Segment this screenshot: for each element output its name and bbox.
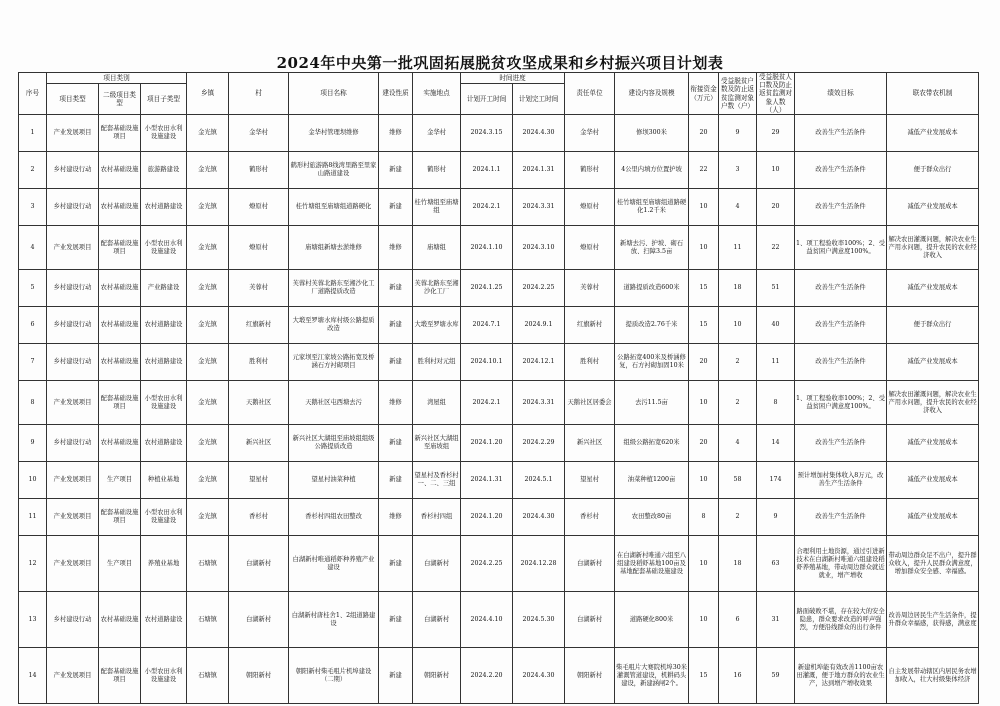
cell-type: 乡村建设行动 <box>47 344 99 381</box>
cell-nature: 维修 <box>379 226 413 270</box>
cell-village: 燎原村 <box>229 226 289 270</box>
cell-location: 胜利村对元组 <box>413 344 461 381</box>
cell-unit: 白湖新村 <box>565 536 615 592</box>
cell-type: 乡村建设行动 <box>47 189 99 226</box>
cell-people: 40 <box>757 307 795 344</box>
header-content: 建设内容及规模 <box>615 73 689 115</box>
header-name: 项目名称 <box>289 73 379 115</box>
cell-funds: 15 <box>689 270 719 307</box>
cell-sub2: 农村基础设施 <box>99 152 141 189</box>
cell-town: 金光镇 <box>187 307 229 344</box>
table-row <box>19 307 979 344</box>
cell-unit: 白湖新村 <box>565 592 615 648</box>
cell-people: 63 <box>757 536 795 592</box>
cell-goal: 改善生产生活条件 <box>795 189 887 226</box>
cell-unit: 望星村 <box>565 462 615 499</box>
cell-type: 产业发展项目 <box>47 536 99 592</box>
cell-mechanism: 自主发展带动辖区内居民务农增加收入，壮大村级集体经济 <box>887 648 979 704</box>
cell-location: 新兴社区大湖组至庙坡组 <box>413 425 461 462</box>
cell-location: 白湖新村 <box>413 592 461 648</box>
cell-end: 2024.4.30 <box>513 648 565 704</box>
cell-nature: 新建 <box>379 536 413 592</box>
cell-funds: 20 <box>689 344 719 381</box>
cell-mechanism: 减低产业发展成本 <box>887 270 979 307</box>
header-people: 受益脱贫人口数及防止返贫监测对象人数（人） <box>757 73 795 115</box>
cell-funds: 8 <box>689 499 719 536</box>
cell-location: 庙塘组 <box>413 226 461 270</box>
cell-seq: 1 <box>19 115 47 152</box>
table-row <box>19 462 979 499</box>
header-goal: 绩效目标 <box>795 73 887 115</box>
cell-name: 朝阳新村柴毛咀片机埠建设（二期） <box>289 648 379 704</box>
header-schedule: 时间进度 <box>461 73 565 84</box>
cell-mechanism: 解决农田灌溉问题，解决农业生产用水问题，提升农民的农业经济收入 <box>887 381 979 425</box>
cell-type: 乡村建设行动 <box>47 307 99 344</box>
cell-end: 2024.12.28 <box>513 536 565 592</box>
cell-village: 胜利村 <box>229 344 289 381</box>
cell-end: 2024.5.30 <box>513 592 565 648</box>
cell-start: 2024.1.25 <box>461 270 513 307</box>
header-sub2: 二级项目类型 <box>99 83 141 114</box>
cell-sub2: 农村基础设施 <box>99 307 141 344</box>
cell-people: 20 <box>757 189 795 226</box>
cell-start: 2024.10.1 <box>461 344 513 381</box>
cell-sub2: 农村基础设施 <box>99 344 141 381</box>
cell-seq: 9 <box>19 425 47 462</box>
cell-location: 芙蓉北路东至湘沙化工厂 <box>413 270 461 307</box>
cell-funds: 10 <box>689 536 719 592</box>
cell-seq: 6 <box>19 307 47 344</box>
cell-seq: 4 <box>19 226 47 270</box>
cell-start: 2024.1.31 <box>461 462 513 499</box>
header-nature: 建设性质 <box>379 73 413 115</box>
cell-seq: 7 <box>19 344 47 381</box>
header-unit: 责任单位 <box>565 73 615 115</box>
cell-subtype: 小型农田水利设施建设 <box>141 115 187 152</box>
cell-type: 乡村建设行动 <box>47 152 99 189</box>
cell-funds: 10 <box>689 226 719 270</box>
cell-subtype: 小型农田水利设施建设 <box>141 226 187 270</box>
table-row <box>19 344 979 381</box>
cell-mechanism: 减低产业发展成本 <box>887 189 979 226</box>
cell-sub2: 农村基础设施 <box>99 592 141 648</box>
cell-town: 金光镇 <box>187 344 229 381</box>
cell-start: 2024.2.20 <box>461 648 513 704</box>
cell-name: 金华村管理坝维修 <box>289 115 379 152</box>
cell-village: 红旗新村 <box>229 307 289 344</box>
header-start: 计划开工时间 <box>461 83 513 114</box>
cell-unit: 燎原村 <box>565 189 615 226</box>
cell-sub2: 生产项目 <box>99 536 141 592</box>
cell-nature: 维修 <box>379 381 413 425</box>
table-row <box>19 381 979 425</box>
cell-goal: 预计增加村集体收入8万元，改善生产生活条件 <box>795 462 887 499</box>
cell-nature: 新建 <box>379 344 413 381</box>
header-funds: 衔接资金（万元） <box>689 73 719 115</box>
cell-type: 产业发展项目 <box>47 115 99 152</box>
cell-town: 金光镇 <box>187 381 229 425</box>
cell-households: 11 <box>719 226 757 270</box>
cell-nature: 新建 <box>379 270 413 307</box>
cell-start: 2024.3.15 <box>461 115 513 152</box>
cell-funds: 10 <box>689 592 719 648</box>
cell-town: 金光镇 <box>187 226 229 270</box>
cell-sub2: 配套基础设施项目 <box>99 648 141 704</box>
cell-name: 桂竹塘组至庙塘组道路硬化 <box>289 189 379 226</box>
cell-goal: 1、项工程验收率100%；2、受益贫困户满意度100%。 <box>795 381 887 425</box>
cell-name: 鹤形村旅游路8线湾里路至里家山路道建设 <box>289 152 379 189</box>
cell-type: 乡村建设行动 <box>47 425 99 462</box>
cell-nature: 新建 <box>379 592 413 648</box>
cell-town: 金光镇 <box>187 462 229 499</box>
cell-households: 16 <box>719 648 757 704</box>
cell-end: 2024.5.1 <box>513 462 565 499</box>
cell-funds: 20 <box>689 425 719 462</box>
cell-end: 2024.3.10 <box>513 226 565 270</box>
cell-town: 金光镇 <box>187 270 229 307</box>
cell-seq: 13 <box>19 592 47 648</box>
cell-funds: 10 <box>689 189 719 226</box>
cell-subtype: 旅游路建设 <box>141 152 187 189</box>
cell-location: 大塅至罗塘水库 <box>413 307 461 344</box>
cell-goal: 改善生产生活条件 <box>795 115 887 152</box>
cell-funds: 10 <box>689 381 719 425</box>
cell-goal: 路面破败不堪，存在较大的安全隐患，群众要求改造的呼声强烈，方便沿线群众的出行条件 <box>795 592 887 648</box>
cell-end: 2024.12.1 <box>513 344 565 381</box>
cell-type: 乡村建设行动 <box>47 270 99 307</box>
table-row <box>19 189 979 226</box>
cell-village: 白湖新村 <box>229 536 289 592</box>
cell-name: 芙蓉村芙蓉北路东至湘沙化工厂道路提质改造 <box>289 270 379 307</box>
cell-goal: 改善生产生活条件 <box>795 425 887 462</box>
table-row <box>19 536 979 592</box>
cell-content: 提质改造2.76千米 <box>615 307 689 344</box>
cell-location: 湾屋组 <box>413 381 461 425</box>
cell-mechanism: 改善周边居民生产生活条件，提升群众幸福感，获得感，满意度 <box>887 592 979 648</box>
cell-sub2: 配套基础设施项目 <box>99 226 141 270</box>
cell-content: 组级公路拓宽620米 <box>615 425 689 462</box>
cell-start: 2024.1.20 <box>461 499 513 536</box>
cell-households: 3 <box>719 152 757 189</box>
cell-name: 香杉村四组农田整改 <box>289 499 379 536</box>
cell-content: 在白湖新村唯通六组至八组建设稻虾基地100亩及基地配套基础设施建设 <box>615 536 689 592</box>
cell-start: 2024.2.1 <box>461 189 513 226</box>
cell-town: 金光镇 <box>187 189 229 226</box>
table-row <box>19 592 979 648</box>
cell-people: 11 <box>757 344 795 381</box>
cell-content: 4公里内填方位置护坡 <box>615 152 689 189</box>
cell-content: 农田整改80亩 <box>615 499 689 536</box>
cell-sub2: 农村基础设施 <box>99 425 141 462</box>
cell-funds: 10 <box>689 462 719 499</box>
cell-village: 朝阳新村 <box>229 648 289 704</box>
cell-people: 51 <box>757 270 795 307</box>
cell-nature: 维修 <box>379 499 413 536</box>
cell-people: 8 <box>757 381 795 425</box>
cell-goal: 改善生产生活条件 <box>795 344 887 381</box>
header-category: 项目类别 <box>47 73 187 84</box>
cell-end: 2024.2.25 <box>513 270 565 307</box>
cell-mechanism: 减低产业发展成本 <box>887 499 979 536</box>
cell-goal: 合理利用土地资源，通过引进新技术在白湖新村唯通六组建设稻虾养殖基地，带动周边群众就近就业，增产增收 <box>795 536 887 592</box>
cell-households: 18 <box>719 270 757 307</box>
cell-goal: 1、项工程验收率100%；2、受益贫困户满意度100%。 <box>795 226 887 270</box>
cell-sub2: 配套基础设施项目 <box>99 381 141 425</box>
header-subtype: 项目子类型 <box>141 83 187 114</box>
cell-goal: 改善生产生活条件 <box>795 270 887 307</box>
cell-content: 公路拓宽400米及桥涵修复，石方衬砌加固10米 <box>615 344 689 381</box>
cell-nature: 新建 <box>379 462 413 499</box>
cell-town: 金光镇 <box>187 152 229 189</box>
cell-seq: 3 <box>19 189 47 226</box>
cell-sub2: 配套基础设施项目 <box>99 115 141 152</box>
header-town: 乡镇 <box>187 73 229 115</box>
cell-sub2: 农村基础设施 <box>99 189 141 226</box>
cell-village: 白湖新村 <box>229 592 289 648</box>
cell-subtype: 农村道路建设 <box>141 189 187 226</box>
cell-content: 修坝300米 <box>615 115 689 152</box>
cell-people: 14 <box>757 425 795 462</box>
cell-end: 2024.4.30 <box>513 499 565 536</box>
cell-subtype: 农村道路建设 <box>141 307 187 344</box>
header-location: 实施地点 <box>413 73 461 115</box>
cell-location: 香杉村四组 <box>413 499 461 536</box>
cell-town: 石塘镇 <box>187 592 229 648</box>
cell-households: 18 <box>719 536 757 592</box>
table-row <box>19 499 979 536</box>
cell-mechanism: 带动周边群众足不出户，提升群众收入，提升人民群众满意度，增加群众安全感、幸福感。 <box>887 536 979 592</box>
cell-subtype: 农村道路建设 <box>141 592 187 648</box>
cell-town: 金光镇 <box>187 425 229 462</box>
cell-households: 4 <box>719 425 757 462</box>
cell-unit: 天鹅社区居委会 <box>565 381 615 425</box>
cell-name: 白湖新村唐桂舍1、2组道路建设 <box>289 592 379 648</box>
cell-goal: 改善生产生活条件 <box>795 499 887 536</box>
cell-start: 2024.2.1 <box>461 381 513 425</box>
cell-unit: 红旗新村 <box>565 307 615 344</box>
cell-unit: 鹤形村 <box>565 152 615 189</box>
cell-unit: 芙蓉村 <box>565 270 615 307</box>
cell-name: 天鹅社区屯西塘去污 <box>289 381 379 425</box>
cell-village: 燎原村 <box>229 189 289 226</box>
cell-seq: 10 <box>19 462 47 499</box>
cell-village: 望星村 <box>229 462 289 499</box>
cell-subtype: 农村道路建设 <box>141 425 187 462</box>
table-body <box>19 115 979 704</box>
cell-town: 石塘镇 <box>187 648 229 704</box>
cell-subtype: 产业路建设 <box>141 270 187 307</box>
cell-mechanism: 减低产业发展成本 <box>887 425 979 462</box>
cell-people: 59 <box>757 648 795 704</box>
cell-seq: 14 <box>19 648 47 704</box>
cell-goal: 新建机埠能有效改善1100亩农田灌溉，便于地方群众的农业生产，达到增产增收效果 <box>795 648 887 704</box>
table-row <box>19 270 979 307</box>
cell-people: 29 <box>757 115 795 152</box>
cell-unit: 金华村 <box>565 115 615 152</box>
cell-unit: 燎原村 <box>565 226 615 270</box>
cell-goal: 改善生产生活条件 <box>795 152 887 189</box>
header-households: 受益脱贫户数及防止返贫监测对象户数（户） <box>719 73 757 115</box>
cell-village: 金华村 <box>229 115 289 152</box>
cell-name: 庙塘组新塘去淤维修 <box>289 226 379 270</box>
table-row <box>19 115 979 152</box>
cell-village: 新兴社区 <box>229 425 289 462</box>
header-village: 村 <box>229 73 289 115</box>
cell-type: 产业发展项目 <box>47 499 99 536</box>
cell-seq: 2 <box>19 152 47 189</box>
cell-households: 9 <box>719 115 757 152</box>
cell-seq: 11 <box>19 499 47 536</box>
cell-funds: 15 <box>689 307 719 344</box>
cell-seq: 5 <box>19 270 47 307</box>
cell-start: 2024.1.1 <box>461 152 513 189</box>
cell-end: 2024.3.31 <box>513 381 565 425</box>
cell-people: 31 <box>757 592 795 648</box>
cell-name: 大塅至罗塘水库村级公路提质改造 <box>289 307 379 344</box>
cell-people: 174 <box>757 462 795 499</box>
cell-goal: 改善生产生活条件 <box>795 307 887 344</box>
cell-content: 柴毛咀片大赛院机埠30米灌溉管道建设，机耕码头建设，新建涵闸2个。 <box>615 648 689 704</box>
cell-mechanism: 便于群众出行 <box>887 307 979 344</box>
cell-name: 元家坝至江家坡公路拓宽及桥涵石方衬砌项目 <box>289 344 379 381</box>
cell-mechanism: 减低产业发展成本 <box>887 115 979 152</box>
header-end: 计划完工时间 <box>513 83 565 114</box>
cell-location: 望星村及香杉村一、二、三组 <box>413 462 461 499</box>
cell-mechanism: 减低产业发展成本 <box>887 462 979 499</box>
cell-name: 白湖新村唯通稻虾种养殖产业建设 <box>289 536 379 592</box>
cell-end: 2024.3.31 <box>513 189 565 226</box>
cell-town: 石塘镇 <box>187 536 229 592</box>
cell-content: 道路提质改造600米 <box>615 270 689 307</box>
cell-mechanism: 便于群众出行 <box>887 152 979 189</box>
cell-households: 2 <box>719 344 757 381</box>
cell-content: 新塘去污、护坡、砌石放、扫障3.5亩 <box>615 226 689 270</box>
cell-households: 58 <box>719 462 757 499</box>
cell-nature: 新建 <box>379 648 413 704</box>
cell-type: 产业发展项目 <box>47 648 99 704</box>
cell-nature: 新建 <box>379 152 413 189</box>
cell-location: 白湖新村 <box>413 536 461 592</box>
document-title: 2024年中央第一批巩固拓展脱贫攻坚成果和乡村振兴项目计划表 <box>276 54 724 72</box>
cell-location: 鹤形村 <box>413 152 461 189</box>
cell-sub2: 配套基础设施项目 <box>99 499 141 536</box>
cell-unit: 新兴社区 <box>565 425 615 462</box>
cell-funds: 15 <box>689 648 719 704</box>
cell-village: 天鹅社区 <box>229 381 289 425</box>
cell-people: 9 <box>757 499 795 536</box>
cell-type: 产业发展项目 <box>47 226 99 270</box>
cell-funds: 20 <box>689 115 719 152</box>
cell-subtype: 农村道路建设 <box>141 344 187 381</box>
cell-start: 2024.1.20 <box>461 425 513 462</box>
cell-end: 2024.1.31 <box>513 152 565 189</box>
cell-content: 去污11.5亩 <box>615 381 689 425</box>
cell-subtype: 小型农田水利设施建设 <box>141 648 187 704</box>
cell-seq: 12 <box>19 536 47 592</box>
cell-name: 望星村油菜种植 <box>289 462 379 499</box>
cell-location: 金华村 <box>413 115 461 152</box>
cell-sub2: 生产项目 <box>99 462 141 499</box>
cell-mechanism: 解决农田灌溉问题，解决农业生产用水问题，提升农民的农业经济收入 <box>887 226 979 270</box>
cell-village: 香杉村 <box>229 499 289 536</box>
cell-town: 金光镇 <box>187 499 229 536</box>
cell-people: 22 <box>757 226 795 270</box>
cell-sub2: 农村基础设施 <box>99 270 141 307</box>
cell-mechanism: 减低产业发展成本 <box>887 344 979 381</box>
cell-location: 桂竹塘组至庙塘组 <box>413 189 461 226</box>
cell-start: 2024.2.25 <box>461 536 513 592</box>
cell-town: 金光镇 <box>187 115 229 152</box>
cell-nature: 新建 <box>379 189 413 226</box>
cell-nature: 维修 <box>379 115 413 152</box>
cell-unit: 胜利村 <box>565 344 615 381</box>
cell-seq: 8 <box>19 381 47 425</box>
cell-start: 2024.7.1 <box>461 307 513 344</box>
cell-type: 产业发展项目 <box>47 381 99 425</box>
table-row <box>19 648 979 704</box>
cell-type: 产业发展项目 <box>47 462 99 499</box>
cell-households: 4 <box>719 189 757 226</box>
cell-subtype: 小型农田水利设施建设 <box>141 381 187 425</box>
cell-content: 道路硬化800米 <box>615 592 689 648</box>
cell-households: 2 <box>719 381 757 425</box>
cell-nature: 新建 <box>379 425 413 462</box>
header-mechanism: 联农带农机制 <box>887 73 979 115</box>
cell-unit: 朝阳新村 <box>565 648 615 704</box>
cell-type: 乡村建设行动 <box>47 592 99 648</box>
cell-households: 6 <box>719 592 757 648</box>
table-row <box>19 425 979 462</box>
header-type: 项目类型 <box>47 83 99 114</box>
table-row <box>19 226 979 270</box>
cell-unit: 香杉村 <box>565 499 615 536</box>
cell-households: 10 <box>719 307 757 344</box>
cell-end: 2024.2.29 <box>513 425 565 462</box>
cell-village: 芙蓉村 <box>229 270 289 307</box>
cell-nature: 新建 <box>379 307 413 344</box>
header-seq: 序号 <box>19 73 47 115</box>
cell-subtype: 养殖业基地 <box>141 536 187 592</box>
cell-village: 鹤形村 <box>229 152 289 189</box>
cell-start: 2024.1.10 <box>461 226 513 270</box>
table-row <box>19 152 979 189</box>
cell-funds: 22 <box>689 152 719 189</box>
cell-subtype: 小型农田水利设施建设 <box>141 499 187 536</box>
cell-end: 2024.4.30 <box>513 115 565 152</box>
cell-subtype: 种植业基地 <box>141 462 187 499</box>
project-plan-table <box>18 72 979 704</box>
cell-households: 2 <box>719 499 757 536</box>
cell-content: 油菜种植1200亩 <box>615 462 689 499</box>
cell-end: 2024.9.1 <box>513 307 565 344</box>
cell-start: 2024.4.10 <box>461 592 513 648</box>
cell-people: 10 <box>757 152 795 189</box>
cell-location: 朝阳新村 <box>413 648 461 704</box>
cell-name: 新兴社区大湖组至庙坡组组级公路提质改造 <box>289 425 379 462</box>
cell-content: 桂竹塘组至庙塘组道路硬化1.2千米 <box>615 189 689 226</box>
